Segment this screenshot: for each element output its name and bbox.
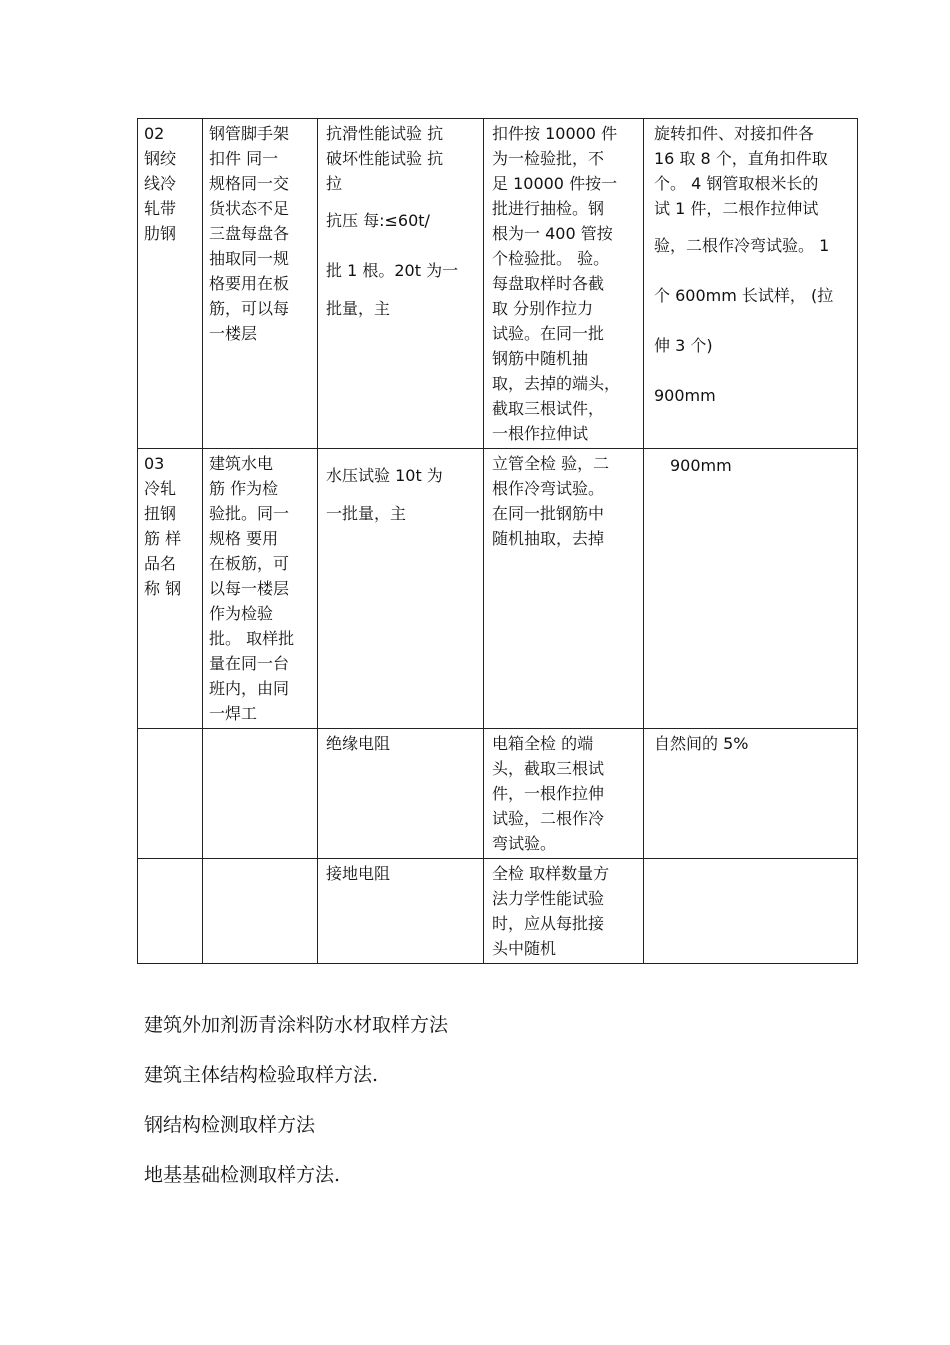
table-cell (644, 119, 858, 449)
cell-line: 电箱全检 的端 (492, 734, 594, 753)
table-cell (644, 449, 858, 729)
cell-line: 件，一根作拉伸 (492, 784, 605, 803)
cell-line: 以每一楼层 (209, 579, 290, 598)
cell-line: 全检 取样数量方 (492, 864, 610, 883)
table-cell (138, 449, 203, 729)
cell-line: 抽取同一规 (209, 249, 290, 268)
cell-line: 冷轧 (144, 479, 177, 498)
table-cell (318, 729, 484, 859)
table-cell (138, 859, 203, 964)
table-cell (203, 449, 318, 729)
cell-line: 作为检验 (209, 604, 274, 623)
cell-line: 根作冷弯试验。 (492, 479, 605, 498)
cell-line: 头，截取三根试 (492, 759, 605, 778)
heading-main-structure-sampling: 建筑主体结构检验取样方法. (144, 1064, 379, 1086)
table-cell (644, 729, 858, 859)
cell-line: 批进行抽检。钢 (492, 199, 605, 218)
cell-line: 个。 4 钢管取根米长的 (654, 174, 819, 193)
table-row (138, 729, 858, 859)
cell-line: 抗滑性能试验 抗 (326, 124, 444, 143)
cell-line: 钢管脚手架 (209, 124, 290, 143)
cell-line: 线冷 (144, 174, 177, 193)
cell-line: 筋 样 (144, 529, 182, 548)
cell-line: 在同一批钢筋中 (492, 504, 605, 523)
cell-line: 截取三根试件， (492, 399, 605, 418)
table-cell (138, 119, 203, 449)
cell-line: 个 600mm 长试样， (拉 (654, 286, 834, 305)
cell-line: 试验，二根作冷 (492, 809, 605, 828)
table-cell (138, 729, 203, 859)
cell-line: 扣件 同一 (209, 149, 279, 168)
table-row (138, 449, 858, 729)
cell-line: 02 (144, 124, 165, 143)
table-cell (318, 859, 484, 964)
table-cell (203, 729, 318, 859)
table-cell (484, 449, 644, 729)
table-cell (644, 859, 858, 964)
cell-line: 格要用在板 (209, 274, 290, 293)
cell-line: 筋 作为检 (209, 479, 279, 498)
cell-line: 钢绞 (144, 149, 177, 168)
table-cell (484, 859, 644, 964)
cell-line: 旋转扣件、对接扣件各 (654, 124, 815, 143)
sampling-table (137, 118, 858, 964)
cell-line: 16 取 8 个，直角扣件取 (654, 149, 828, 168)
cell-line: 轧带 (144, 199, 177, 218)
cell-line: 品名 (144, 554, 177, 573)
cell-line: 批 1 根。20t 为一 (326, 261, 459, 280)
cell-line: 破坏性能试验 抗 (326, 149, 444, 168)
table-cell (203, 119, 318, 449)
cell-line: 取，去掉的端头， (492, 374, 621, 393)
table-cell (484, 119, 644, 449)
cell-line: 法力学性能试验 (492, 889, 605, 908)
cell-line: 水压试验 10t 为 (326, 466, 443, 485)
cell-line: 量在同一台 (209, 654, 290, 673)
cell-line: 建筑水电 (209, 454, 274, 473)
table-row (138, 859, 858, 964)
cell-line: 绝缘电阻 (326, 734, 391, 753)
cell-line: 立管全检 验，二 (492, 454, 610, 473)
cell-line: 班内，由同 (209, 679, 290, 698)
cell-line: 取 分别作拉力 (492, 299, 594, 318)
cell-line: 批量，主 (326, 299, 391, 318)
cell-line: 称 钢 (144, 579, 182, 598)
cell-line: 为一检验批，不 (492, 149, 605, 168)
cell-line: 在板筋，可 (209, 554, 290, 573)
table-row (138, 119, 858, 449)
table-cell (484, 729, 644, 859)
cell-line: 个检验批。 验。 (492, 249, 610, 268)
cell-line: 试 1 件，二根作拉伸试 (654, 199, 819, 218)
table-cell (318, 449, 484, 729)
cell-line: 扣件按 10000 件 (492, 124, 618, 143)
cell-line: 验，二根作冷弯试验。 1 (654, 236, 830, 255)
cell-line: 03 (144, 454, 165, 473)
heading-waterproof-sampling: 建筑外加剂沥青涂料防水材取样方法 (144, 1014, 449, 1036)
cell-line: 筋，可以每 (209, 299, 290, 318)
cell-line: 扭钢 (144, 504, 177, 523)
cell-line: 一批量，主 (326, 504, 407, 523)
cell-line: 肋钢 (144, 224, 177, 243)
cell-line: 足 10000 件按一 (492, 174, 618, 193)
cell-line: 弯试验。 (492, 834, 557, 853)
cell-line: 接地电阻 (326, 864, 391, 883)
section-headings (144, 1000, 448, 1200)
cell-line: 抗压 每:≤60t/ (326, 211, 430, 230)
heading-steel-structure-sampling: 钢结构检测取样方法 (144, 1114, 316, 1136)
cell-line: 三盘每盘各 (209, 224, 290, 243)
cell-line: 拉 (326, 174, 343, 193)
cell-line: 自然间的 5% (654, 734, 749, 753)
cell-line: 批。 取样批 (209, 629, 295, 648)
cell-line: 时，应从每批接 (492, 914, 605, 933)
cell-line: 900mm (670, 456, 732, 475)
cell-line: 900mm (654, 386, 716, 405)
cell-line: 试验。在同一批 (492, 324, 605, 343)
cell-line: 货状态不足 (209, 199, 290, 218)
cell-line: 一楼层 (209, 324, 258, 343)
cell-line: 一根作拉伸试 (492, 424, 589, 443)
cell-line: 随机抽取，去掉 (492, 529, 605, 548)
table-cell (318, 119, 484, 449)
table-cell (203, 859, 318, 964)
heading-foundation-sampling: 地基基础检测取样方法. (144, 1164, 341, 1186)
cell-line: 根为一 400 管按 (492, 224, 613, 243)
cell-line: 一焊工 (209, 704, 258, 723)
cell-line: 规格 要用 (209, 529, 279, 548)
cell-line: 规格同一交 (209, 174, 290, 193)
cell-line: 钢筋中随机抽 (492, 349, 589, 368)
cell-line: 伸 3 个) (654, 336, 713, 355)
cell-line: 验批。同一 (209, 504, 290, 523)
cell-line: 头中随机 (492, 939, 557, 958)
cell-line: 每盘取样时各截 (492, 274, 605, 293)
